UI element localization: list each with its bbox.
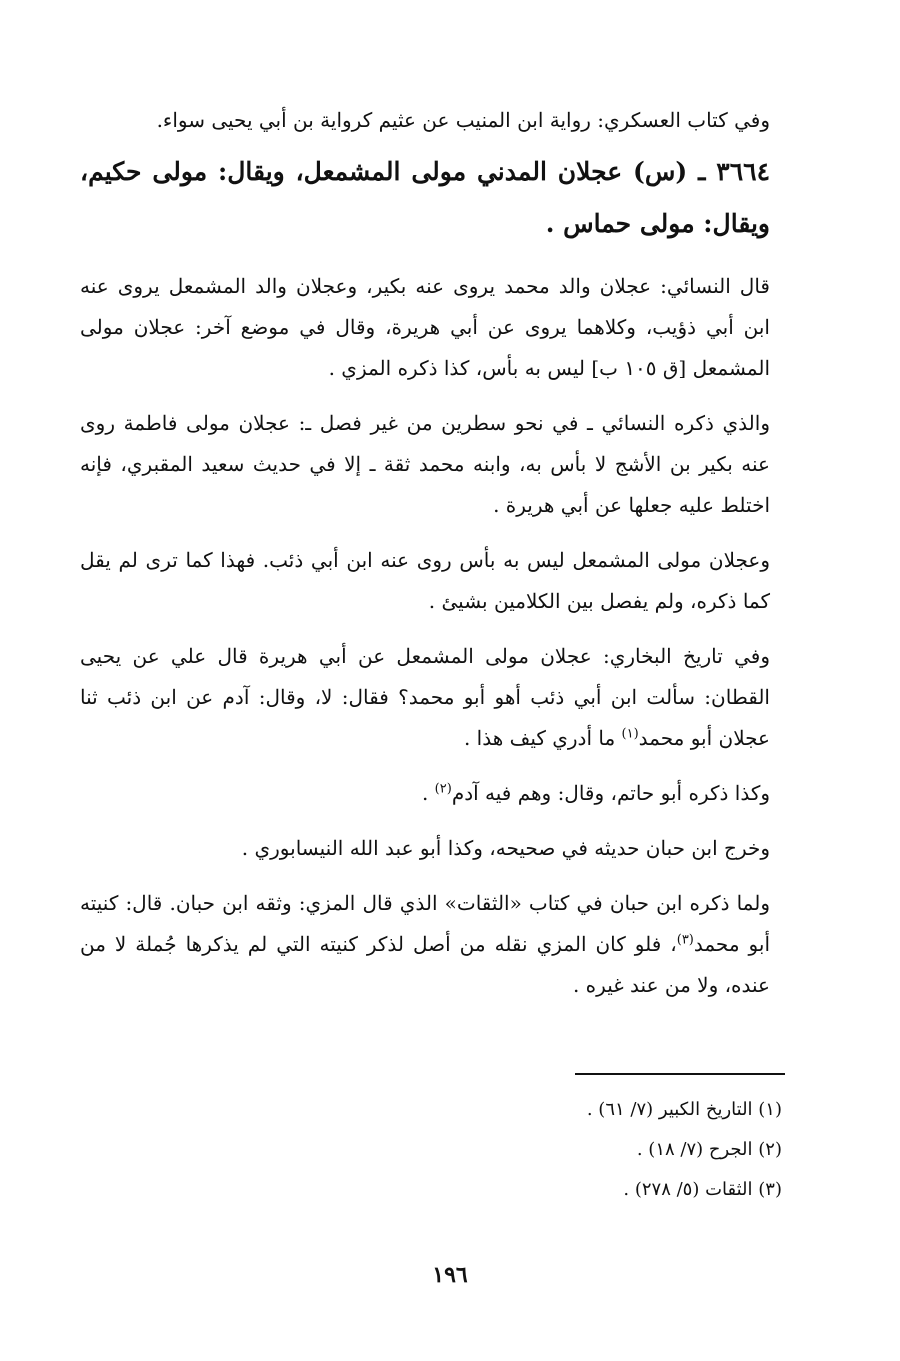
paragraph-text: ولما ذكره ابن حبان في كتاب «الثقات» الذي قال المزي: وثقه ابن حبان. قال: كنيته أبو محمد xyxy=(80,891,770,956)
paragraph-text-after: ، فلو كان المزي نقله من أصل لذكر كنيته التي لم يذكرها جُملة لا من عنده، ولا من عند غيره . xyxy=(80,932,770,997)
footnotes xyxy=(382,1090,782,1210)
paragraph-ibn-hibban-thiqat xyxy=(80,883,770,1006)
intro-line: وفي كتاب العسكري: رواية ابن المنيب عن عثيم كرواية بن أبي يحيى سواء. xyxy=(156,108,770,132)
footnote-1: (١) التاريخ الكبير (٧/ ٦١) . xyxy=(586,1099,782,1120)
footnote-divider xyxy=(575,1073,785,1075)
paragraph-bukhari xyxy=(80,636,770,759)
paragraph-text: وكذا ذكره أبو حاتم، وقال: وهم فيه آدم xyxy=(451,781,770,805)
entry-heading: ٣٦٦٤ ـ (س) عجلان المدني مولى المشمعل، ويقال: مولى حكيم، ويقال: مولى حماس . xyxy=(80,157,770,238)
page-number: ١٩٦ xyxy=(432,1262,468,1288)
footnote-2: (٢) الجرح (٧/ ١٨) . xyxy=(636,1139,782,1160)
paragraph-abu-hatim xyxy=(80,773,770,814)
footnote-ref-1[interactable]: (١) xyxy=(621,726,639,742)
paragraph-text: والذي ذكره النسائي ـ في نحو سطرين من غير فصل ـ: عجلان مولى فاطمة روى عنه بكير بن الأشج لا بأس به، وابنه محمد ثقة ـ إلا في حديث سعيد المقبري، فإنه اختلط عليه جعلها عن أبي هريرة . xyxy=(80,411,770,517)
paragraph-nasai-quote xyxy=(80,403,770,526)
paragraph-text: وخرج ابن حبان حديثه في صحيحه، وكذا أبو عبد الله النيسابوري . xyxy=(241,836,770,860)
paragraph-text: وعجلان مولى المشمعل ليس به بأس روى عنه ابن أبي ذئب. فهذا كما ترى لم يقل كما ذكره، ولم يفصل بين الكلامين بشيئ . xyxy=(80,548,770,613)
paragraph-text-after: . xyxy=(421,781,435,805)
paragraph-text: قال النسائي: عجلان والد محمد يروى عنه بكير، وعجلان والد المشمعل يروى عنه ابن أبي ذؤيب، وكلاهما يروى عن أبي هريرة، وقال في موضع آخر: عجلان مولى المشمعل [ق ١٠٥ ب] ليس به بأس، كذا ذكره المزي . xyxy=(80,274,770,380)
paragraph-mushmaal xyxy=(80,540,770,622)
paragraph-nasai xyxy=(80,266,770,389)
paragraph-ibn-hibban-sahih xyxy=(80,828,770,869)
page-body xyxy=(80,100,770,1020)
footnote-3: (٣) الثقات (٥/ ٢٧٨) . xyxy=(623,1179,782,1200)
paragraph-text: وفي تاريخ البخاري: عجلان مولى المشمعل عن أبي هريرة قال علي عن يحيى القطان: سألت ابن أبي ذئب أهو أبو محمد؟ فقال: لا، وقال: آدم عن ابن ذئب ثنا عجلان أبو محمد xyxy=(80,644,770,750)
footnote-ref-3[interactable]: (٣) xyxy=(676,932,694,948)
footnote-ref-2[interactable]: (٢) xyxy=(434,781,452,797)
paragraph-text-after: ما أدري كيف هذا . xyxy=(463,726,622,750)
